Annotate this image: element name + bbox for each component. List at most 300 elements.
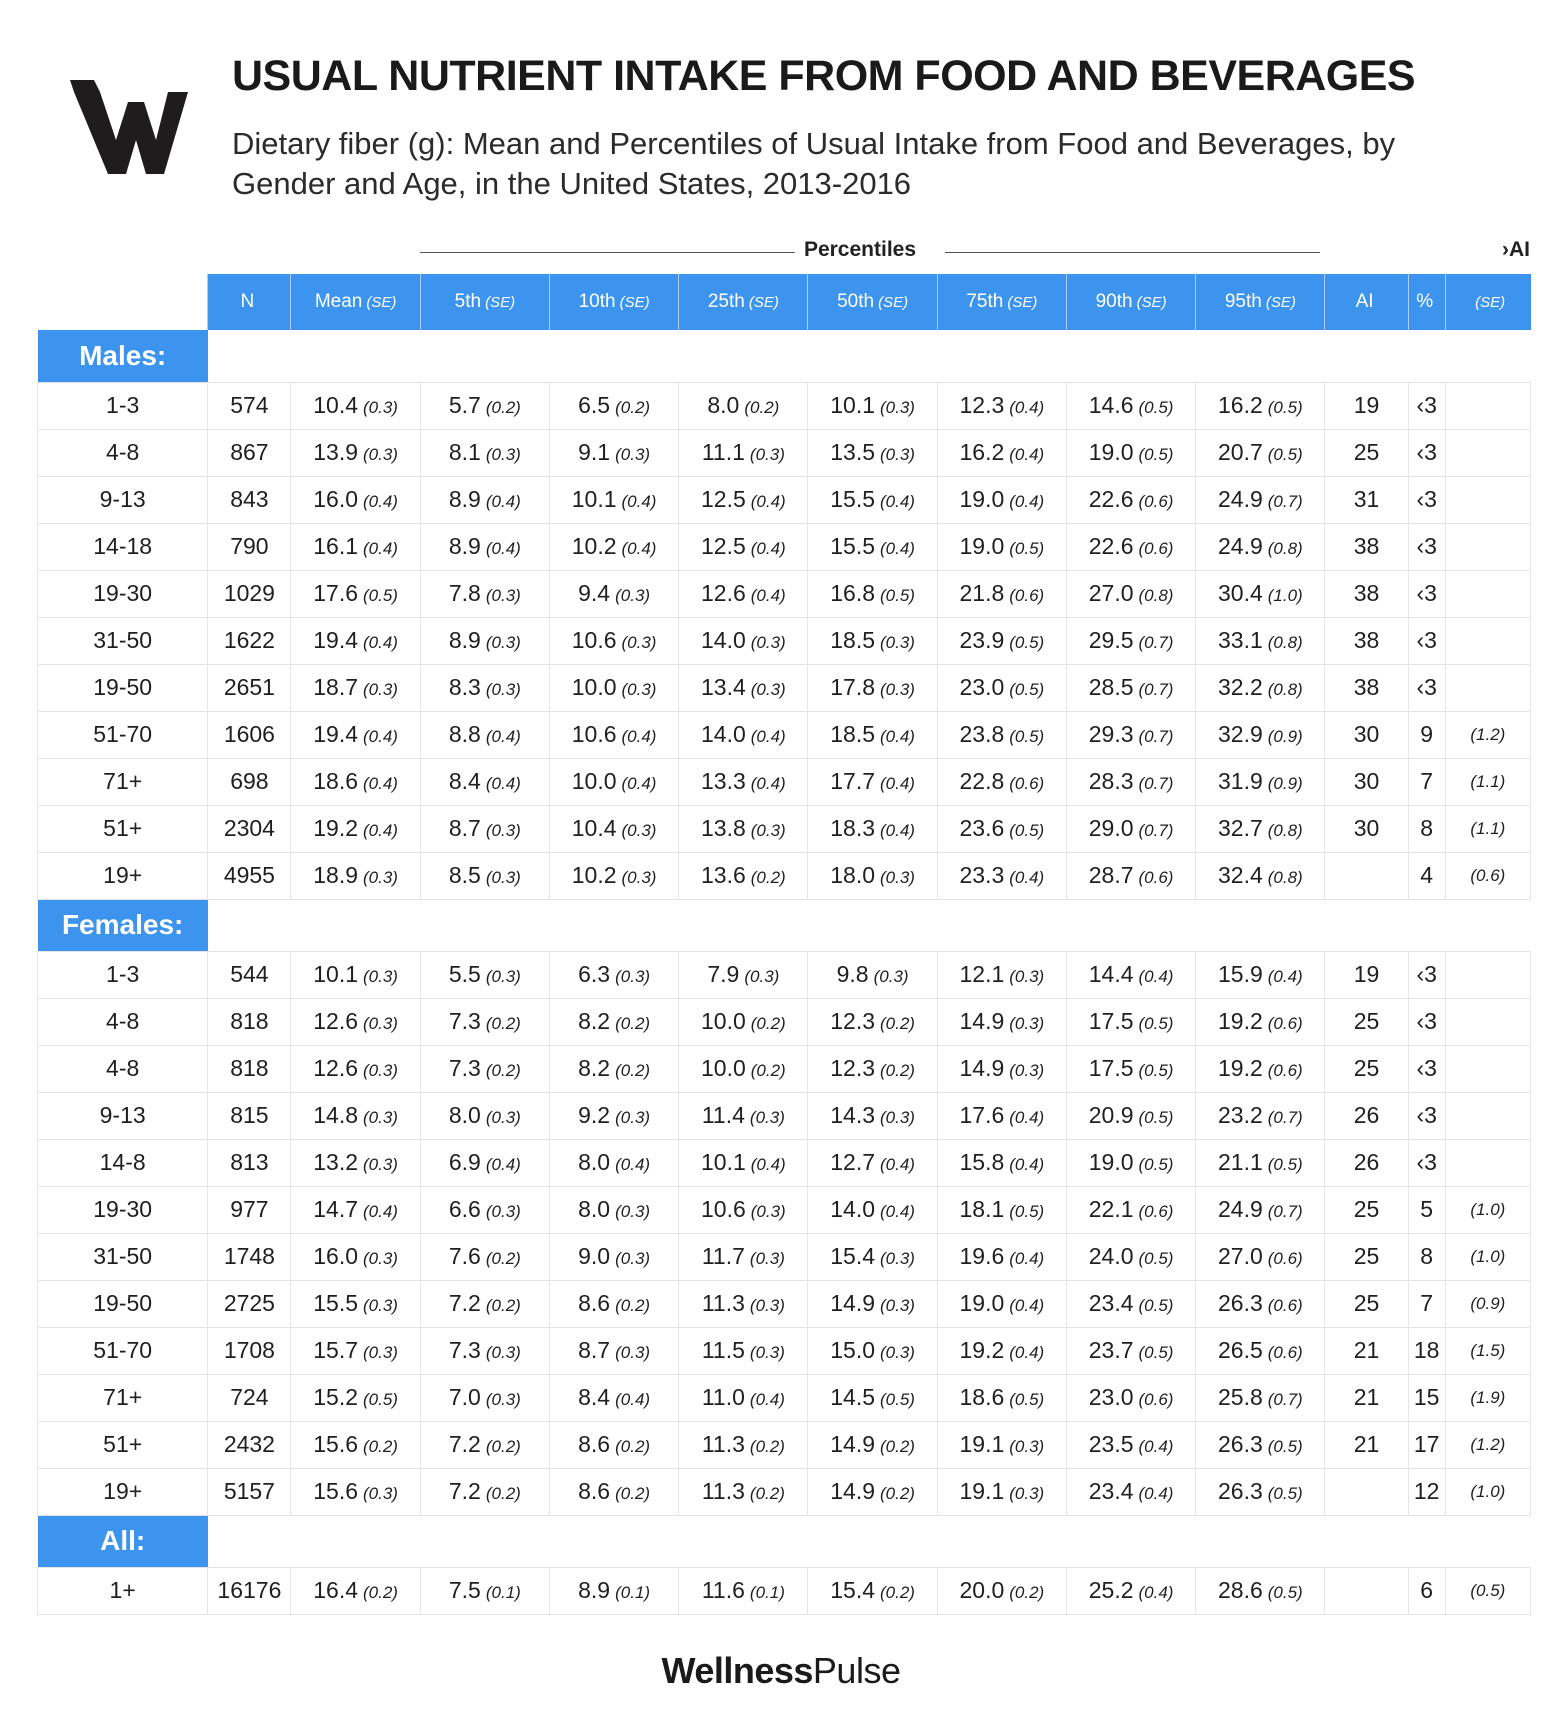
value-se: (0.3) — [485, 1343, 521, 1362]
value: 19.4 — [313, 721, 358, 747]
value: 8.0 — [707, 392, 740, 418]
age-cell: 4-8 — [38, 429, 208, 476]
value-cell — [1196, 951, 1325, 998]
value-cell — [679, 951, 808, 998]
value-cell — [549, 476, 678, 523]
value: 32.4 — [1217, 862, 1263, 888]
value: 16.8 — [830, 580, 875, 606]
pct-se-cell: (1.1) — [1445, 758, 1530, 805]
value-se: (0.3) — [363, 1343, 398, 1362]
value-se: (0.1) — [615, 1583, 651, 1602]
value: 16.0 — [313, 1243, 358, 1269]
value-se: (0.4) — [485, 1155, 521, 1174]
value-se: (0.3) — [485, 445, 521, 464]
value: 22.6 — [1088, 486, 1134, 512]
value-cell — [291, 382, 420, 429]
value-cell — [1066, 429, 1195, 476]
value-cell — [1196, 382, 1325, 429]
value-se: (0.7) — [1138, 633, 1174, 652]
value: 12.3 — [830, 1008, 875, 1034]
value-se: (0.6) — [1138, 1202, 1174, 1221]
n-cell: 724 — [208, 1374, 291, 1421]
table-row — [38, 852, 1531, 899]
value: 14.9 — [830, 1290, 875, 1316]
value-cell — [1066, 664, 1195, 711]
value-se: (0.4) — [1009, 492, 1045, 511]
value-se: (0.3) — [880, 633, 915, 652]
ai-cell: 30 — [1325, 711, 1408, 758]
value-se: (0.8) — [1267, 539, 1303, 558]
value-cell — [1196, 1233, 1325, 1280]
value-se: (0.3) — [621, 868, 657, 887]
value: 26.3 — [1217, 1478, 1263, 1504]
value: 12.1 — [959, 961, 1005, 987]
value: 19.2 — [959, 1337, 1005, 1363]
value-se: (0.3) — [749, 1249, 785, 1268]
value: 22.1 — [1088, 1196, 1134, 1222]
pct-se-cell: (1.0) — [1445, 1233, 1530, 1280]
value-se: (0.3) — [485, 586, 521, 605]
value-se: (0.5) — [1009, 539, 1045, 558]
brand-logo — [0, 1650, 1562, 1692]
percentiles-rule-left — [420, 252, 795, 253]
value: 7.9 — [707, 961, 740, 987]
value-se: (0.2) — [750, 1061, 786, 1080]
value: 18.5 — [830, 721, 875, 747]
value-se: (0.4) — [1138, 1437, 1174, 1456]
pct-se-cell — [1445, 1139, 1530, 1186]
value-se: (0.4) — [1009, 1249, 1045, 1268]
value: 13.8 — [700, 815, 746, 841]
pct-se-cell — [1445, 523, 1530, 570]
value: 11.3 — [701, 1290, 745, 1316]
value: 13.4 — [700, 674, 746, 700]
value: 17.6 — [313, 580, 358, 606]
value: 19.0 — [959, 486, 1005, 512]
value-cell — [291, 476, 420, 523]
column-header — [1445, 274, 1530, 330]
value-se: (0.3) — [485, 1108, 521, 1127]
value-se: (0.3) — [485, 633, 521, 652]
n-cell: 1029 — [208, 570, 291, 617]
value: 7.2 — [448, 1290, 481, 1316]
value-cell — [420, 998, 549, 1045]
value-cell — [420, 852, 549, 899]
value-cell — [679, 664, 808, 711]
value-se: (0.3) — [880, 1343, 915, 1362]
pct-se-cell — [1445, 617, 1530, 664]
value: 26.3 — [1217, 1290, 1263, 1316]
value: 18.6 — [313, 768, 358, 794]
w-logo-icon — [70, 78, 190, 184]
value: 8.8 — [448, 721, 481, 747]
value: 11.5 — [701, 1337, 745, 1363]
table-row — [38, 711, 1531, 758]
value-cell — [1066, 1327, 1195, 1374]
value: 10.0 — [571, 768, 617, 794]
value-se: (0.5) — [1138, 1014, 1174, 1033]
table-row — [38, 951, 1531, 998]
value-cell — [549, 1139, 678, 1186]
value-se: (0.3) — [363, 680, 398, 699]
value: 14.9 — [959, 1008, 1005, 1034]
pct-se-cell — [1445, 664, 1530, 711]
pct-above-ai-cell: 6 — [1408, 1567, 1445, 1614]
n-cell: 1748 — [208, 1233, 291, 1280]
age-cell: 19-50 — [38, 664, 208, 711]
value-cell — [1066, 998, 1195, 1045]
value-cell — [1196, 1186, 1325, 1233]
value-se: (0.2) — [615, 1014, 651, 1033]
n-cell: 5157 — [208, 1468, 291, 1515]
pct-above-ai-cell: 9 — [1408, 711, 1445, 758]
value: 16.2 — [959, 439, 1005, 465]
pct-above-ai-cell: ‹3 — [1408, 476, 1445, 523]
ai-cell: 25 — [1325, 998, 1408, 1045]
value-cell — [808, 1092, 937, 1139]
value-cell — [1196, 1374, 1325, 1421]
value: 28.7 — [1088, 862, 1134, 888]
value: 32.9 — [1217, 721, 1263, 747]
value-cell — [420, 382, 549, 429]
group-label: Males: — [38, 330, 208, 382]
value: 12.3 — [830, 1055, 875, 1081]
value-cell — [291, 1374, 420, 1421]
value: 23.8 — [959, 721, 1005, 747]
value-cell — [679, 523, 808, 570]
value-se: (0.7) — [1267, 1202, 1303, 1221]
ai-cell — [1325, 1567, 1408, 1614]
group-header-row — [38, 1515, 1531, 1567]
value-se: (0.5) — [1009, 821, 1045, 840]
n-cell: 977 — [208, 1186, 291, 1233]
value: 16.2 — [1217, 392, 1263, 418]
column-header — [1066, 274, 1195, 330]
value: 30.4 — [1217, 580, 1263, 606]
value: 19.2 — [1217, 1055, 1263, 1081]
column-header — [808, 274, 937, 330]
value-cell — [1196, 852, 1325, 899]
value-se: (0.3) — [749, 1343, 785, 1362]
value-cell — [937, 429, 1066, 476]
value-cell — [549, 1092, 678, 1139]
value-se: (0.5) — [363, 586, 398, 605]
value-se: (0.4) — [363, 492, 398, 511]
value-cell — [808, 1139, 937, 1186]
pct-above-ai-cell: 17 — [1408, 1421, 1445, 1468]
value-cell — [808, 523, 937, 570]
age-cell: 19+ — [38, 1468, 208, 1515]
column-header-se: (SE) — [1007, 294, 1038, 311]
value-se: (0.4) — [750, 586, 786, 605]
table-row — [38, 570, 1531, 617]
value-cell — [1196, 664, 1325, 711]
value-se: (0.3) — [1009, 1437, 1045, 1456]
value: 18.1 — [959, 1196, 1005, 1222]
header-blank — [38, 274, 208, 330]
value-se: (0.4) — [1009, 1155, 1045, 1174]
n-cell: 815 — [208, 1092, 291, 1139]
value-se: (0.4) — [750, 727, 786, 746]
n-cell: 2725 — [208, 1280, 291, 1327]
value-se: (0.5) — [880, 586, 915, 605]
value: 15.6 — [313, 1478, 358, 1504]
ai-cell: 38 — [1325, 617, 1408, 664]
value-se: (0.3) — [750, 680, 786, 699]
column-header-se: (SE) — [1265, 294, 1296, 311]
value-se: (0.3) — [615, 967, 651, 986]
value-se: (0.4) — [1009, 1296, 1045, 1315]
value: 21.8 — [959, 580, 1005, 606]
value: 14.0 — [700, 721, 746, 747]
value-cell — [420, 1468, 549, 1515]
ai-cell: 19 — [1325, 951, 1408, 998]
value-se: (0.3) — [485, 868, 521, 887]
value-cell — [420, 1139, 549, 1186]
value-se: (0.4) — [363, 633, 398, 652]
value: 26.5 — [1217, 1337, 1263, 1363]
value-cell — [1066, 951, 1195, 998]
value: 7.2 — [448, 1478, 481, 1504]
value-cell — [291, 998, 420, 1045]
value-se: (0.4) — [750, 492, 786, 511]
value-se: (0.6) — [1267, 1014, 1303, 1033]
value-cell — [1066, 1468, 1195, 1515]
page-subtitle: Dietary fiber (g): Mean and Percentiles of Usual Intake from Food and Beverages, by Gender and Age, in the United States, 2013-2016 — [232, 126, 1396, 201]
value-cell — [679, 1374, 808, 1421]
value-se: (0.3) — [880, 680, 915, 699]
value-se: (0.6) — [1009, 774, 1045, 793]
value-cell — [1066, 852, 1195, 899]
age-cell: 1-3 — [38, 951, 208, 998]
value-cell — [549, 1186, 678, 1233]
value-se: (0.2) — [880, 1437, 915, 1456]
value-cell — [1196, 1092, 1325, 1139]
value: 11.0 — [701, 1384, 745, 1410]
value: 20.9 — [1088, 1102, 1134, 1128]
value-se: (0.8) — [1138, 586, 1174, 605]
value-se: (0.5) — [1138, 1155, 1174, 1174]
pct-above-ai-cell: ‹3 — [1408, 382, 1445, 429]
value-cell — [549, 1233, 678, 1280]
value-se: (0.4) — [485, 539, 521, 558]
value-se: (0.1) — [485, 1583, 521, 1602]
value-cell — [291, 617, 420, 664]
column-header-label: 95th — [1224, 291, 1262, 312]
ai-cell: 38 — [1325, 664, 1408, 711]
value-se: (0.8) — [1267, 868, 1303, 887]
value-se: (0.4) — [363, 821, 398, 840]
value-cell — [1066, 805, 1195, 852]
value-cell — [937, 523, 1066, 570]
value: 13.2 — [313, 1149, 358, 1175]
column-header — [1196, 274, 1325, 330]
pct-se-cell — [1445, 476, 1530, 523]
n-cell: 16176 — [208, 1567, 291, 1614]
pct-above-ai-cell: 8 — [1408, 805, 1445, 852]
value: 17.8 — [830, 674, 875, 700]
value-cell — [1196, 476, 1325, 523]
value-se: (0.4) — [880, 774, 915, 793]
value-se: (0.4) — [1009, 398, 1045, 417]
value-se: (0.5) — [1009, 1390, 1045, 1409]
column-header — [549, 274, 678, 330]
value-cell — [937, 1374, 1066, 1421]
value-cell — [679, 1045, 808, 1092]
value-se: (0.4) — [621, 727, 657, 746]
value-cell — [937, 951, 1066, 998]
value-se: (0.2) — [880, 1061, 915, 1080]
value: 13.3 — [700, 768, 746, 794]
value-cell — [679, 382, 808, 429]
pct-above-ai-cell: ‹3 — [1408, 1045, 1445, 1092]
value-cell — [808, 998, 937, 1045]
value-se: (0.4) — [621, 539, 657, 558]
value-cell — [937, 1567, 1066, 1614]
value-cell — [420, 1421, 549, 1468]
value-se: (0.4) — [1138, 967, 1174, 986]
value-cell — [808, 758, 937, 805]
ai-cell: 30 — [1325, 758, 1408, 805]
pct-se-cell: (1.1) — [1445, 805, 1530, 852]
value-cell — [420, 664, 549, 711]
value-cell — [937, 1186, 1066, 1233]
age-cell: 9-13 — [38, 476, 208, 523]
value-se: (0.3) — [880, 1108, 915, 1127]
value-se: (0.4) — [1138, 1484, 1174, 1503]
value-se: (0.5) — [1009, 680, 1045, 699]
value: 23.9 — [959, 627, 1005, 653]
value-cell — [937, 1045, 1066, 1092]
value: 12.6 — [700, 580, 746, 606]
value-se: (0.7) — [1267, 1108, 1303, 1127]
value-cell — [937, 1421, 1066, 1468]
value-se: (0.4) — [485, 727, 521, 746]
value: 10.0 — [700, 1008, 746, 1034]
value-se: (0.4) — [615, 1390, 651, 1409]
column-header — [208, 274, 291, 330]
value-cell — [291, 1327, 420, 1374]
value: 17.7 — [830, 768, 875, 794]
value-se: (0.8) — [1267, 633, 1303, 652]
value-cell — [549, 617, 678, 664]
value: 15.4 — [830, 1243, 875, 1269]
value-cell — [291, 1139, 420, 1186]
value-cell — [679, 1280, 808, 1327]
value: 23.3 — [959, 862, 1005, 888]
ai-cell: 38 — [1325, 570, 1408, 617]
value: 18.9 — [313, 862, 358, 888]
value: 10.1 — [830, 392, 875, 418]
value-se: (0.5) — [1138, 1343, 1174, 1362]
value-cell — [679, 429, 808, 476]
value-se: (0.5) — [1009, 727, 1045, 746]
value: 13.5 — [830, 439, 875, 465]
value-se: (0.3) — [363, 1249, 398, 1268]
value: 10.2 — [571, 533, 617, 559]
value: 14.5 — [830, 1384, 875, 1410]
value-cell — [1196, 570, 1325, 617]
value-cell — [808, 429, 937, 476]
value-cell — [808, 805, 937, 852]
pct-above-ai-cell: 15 — [1408, 1374, 1445, 1421]
ai-cell: 21 — [1325, 1374, 1408, 1421]
value: 13.9 — [313, 439, 358, 465]
value-cell — [679, 1468, 808, 1515]
group-header-row — [38, 899, 1531, 951]
value: 23.4 — [1088, 1478, 1134, 1504]
value-cell — [420, 1233, 549, 1280]
age-cell: 19-50 — [38, 1280, 208, 1327]
value: 8.1 — [448, 439, 481, 465]
age-cell: 19-30 — [38, 570, 208, 617]
value: 10.2 — [571, 862, 617, 888]
column-header-label: 25th — [707, 291, 745, 312]
value: 10.4 — [571, 815, 617, 841]
value-cell — [1196, 1567, 1325, 1614]
value: 10.4 — [313, 392, 358, 418]
value: 7.8 — [448, 580, 481, 606]
column-header-label: % — [1416, 291, 1434, 312]
value: 19.0 — [959, 533, 1005, 559]
value-cell — [420, 523, 549, 570]
table-row — [38, 998, 1531, 1045]
value-se: (0.7) — [1138, 727, 1174, 746]
pct-se-cell — [1445, 1045, 1530, 1092]
percentiles-label: Percentiles — [803, 238, 917, 261]
value: 9.1 — [578, 439, 611, 465]
value-se: (0.6) — [1138, 539, 1174, 558]
value: 10.0 — [571, 674, 617, 700]
value-cell — [291, 852, 420, 899]
value-cell — [808, 1233, 937, 1280]
value-cell — [549, 429, 678, 476]
value-se: (0.3) — [621, 680, 657, 699]
value-se: (0.4) — [1009, 1343, 1045, 1362]
value: 22.8 — [959, 768, 1005, 794]
value-cell — [549, 711, 678, 758]
value: 23.2 — [1217, 1102, 1263, 1128]
value: 10.6 — [571, 627, 617, 653]
value: 20.7 — [1217, 439, 1263, 465]
value: 8.5 — [448, 862, 481, 888]
value-cell — [549, 1421, 678, 1468]
value-cell — [549, 1045, 678, 1092]
value-cell — [420, 1374, 549, 1421]
value: 19.0 — [959, 1290, 1005, 1316]
value: 6.5 — [578, 392, 611, 418]
value: 8.3 — [448, 674, 481, 700]
group-label: Females: — [38, 899, 208, 951]
value: 23.0 — [959, 674, 1005, 700]
pct-se-cell — [1445, 951, 1530, 998]
n-cell: 818 — [208, 1045, 291, 1092]
pct-above-ai-cell: ‹3 — [1408, 951, 1445, 998]
value-cell — [291, 1092, 420, 1139]
age-cell: 14-18 — [38, 523, 208, 570]
value-se: (0.2) — [363, 1583, 398, 1602]
value-se: (0.4) — [621, 774, 657, 793]
value: 18.6 — [959, 1384, 1005, 1410]
value-se: (0.4) — [880, 492, 915, 511]
table-row — [38, 1468, 1531, 1515]
age-cell: 4-8 — [38, 1045, 208, 1092]
value: 8.2 — [578, 1055, 611, 1081]
value-cell — [808, 476, 937, 523]
age-cell: 51-70 — [38, 1327, 208, 1374]
pct-se-cell: (1.0) — [1445, 1186, 1530, 1233]
column-header — [1325, 274, 1408, 330]
